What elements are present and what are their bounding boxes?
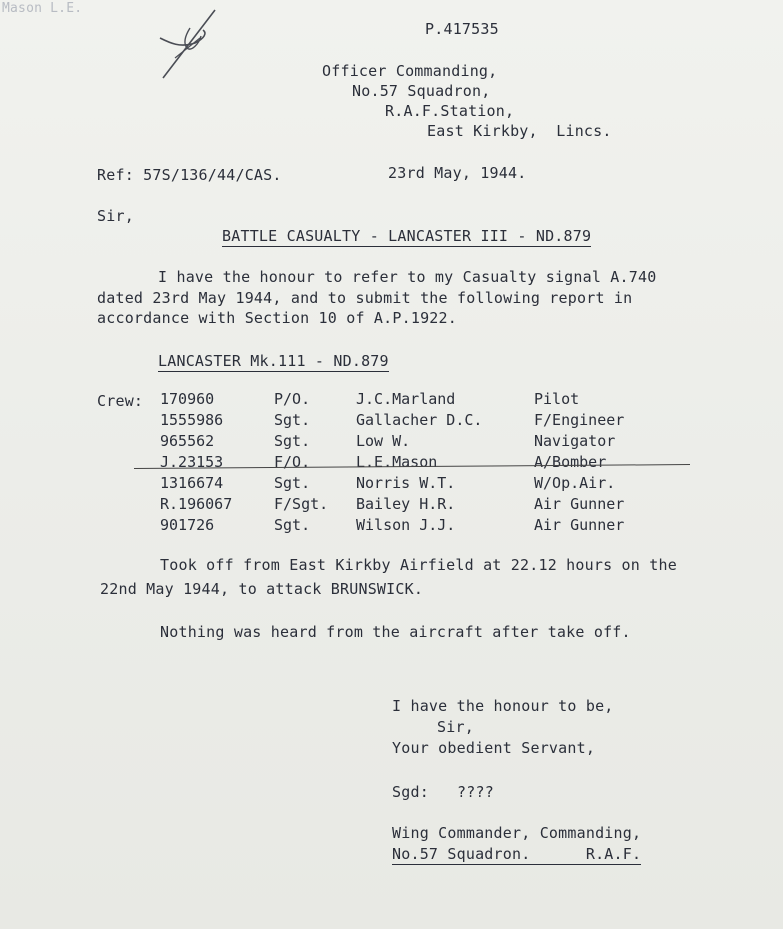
crew-role: Navigator xyxy=(534,432,616,450)
table-row xyxy=(160,389,624,410)
address-line-4: East Kirkby, Lincs. xyxy=(427,122,612,140)
para1-line-2: dated 23rd May 1944, and to submit the following report in xyxy=(97,289,633,307)
crew-name: Norris W.T. xyxy=(356,474,456,492)
crew-role: A/Bomber xyxy=(534,453,607,471)
crew-rank: F/O. xyxy=(274,453,311,471)
crew-number: 965562 xyxy=(160,432,215,450)
closing-line-3: Your obedient Servant, xyxy=(392,739,596,757)
crew-role: Air Gunner xyxy=(534,495,625,513)
crew-table xyxy=(160,389,624,536)
signatory-title-2: No.57 Squadron. R.A.F. xyxy=(392,845,642,863)
table-row xyxy=(160,452,624,473)
signed-label: Sgd: xyxy=(392,783,429,801)
para3: Nothing was heard from the aircraft after take off. xyxy=(160,623,631,641)
crew-number: 170960 xyxy=(160,390,215,408)
crew-number: 1555986 xyxy=(160,411,224,429)
crew-role: Air Gunner xyxy=(534,516,625,534)
crew-name: J.C.Marland xyxy=(356,390,456,408)
salutation: Sir, xyxy=(97,207,134,225)
table-row xyxy=(160,494,624,515)
para1-line-1: I have the honour to refer to my Casualty signal A.740 xyxy=(158,268,657,286)
aircraft-heading: LANCASTER Mk.111 - ND.879 xyxy=(158,352,389,370)
crew-name: L.E.Mason xyxy=(356,453,438,471)
table-row xyxy=(160,410,624,431)
crew-name: Wilson J.J. xyxy=(356,516,456,534)
crew-rank: Sgt. xyxy=(274,474,311,492)
crew-number: 1316674 xyxy=(160,474,224,492)
table-row xyxy=(160,431,624,452)
address-line-1: Officer Commanding, xyxy=(322,62,498,80)
faint-stamp-text: Mason L.E. xyxy=(2,1,83,16)
letter-date: 23rd May, 1944. xyxy=(388,164,527,182)
closing-line-1: I have the honour to be, xyxy=(392,697,614,715)
crew-role: F/Engineer xyxy=(534,411,625,429)
crew-number: R.196067 xyxy=(160,495,233,513)
crew-label: Crew: xyxy=(97,392,144,410)
para1-line-3: accordance with Section 10 of A.P.1922. xyxy=(97,309,457,327)
crew-rank: F/Sgt. xyxy=(274,495,329,513)
signatory-title-1: Wing Commander, Commanding, xyxy=(392,824,642,842)
crew-rank: Sgt. xyxy=(274,516,311,534)
table-row xyxy=(160,515,624,536)
document-reference-number: P.417535 xyxy=(425,20,499,38)
crew-rank: P/O. xyxy=(274,390,311,408)
crew-name: Gallacher D.C. xyxy=(356,411,483,429)
para2-line-1: Took off from East Kirkby Airfield at 22.12 hours on the xyxy=(160,556,677,574)
reference-code: Ref: 57S/136/44/CAS. xyxy=(97,166,282,184)
crew-rank: Sgt. xyxy=(274,411,311,429)
closing-line-2: Sir, xyxy=(437,718,474,736)
crew-number: J.23153 xyxy=(160,453,224,471)
address-line-3: R.A.F.Station, xyxy=(385,102,515,120)
crew-name: Bailey H.R. xyxy=(356,495,456,513)
crew-role: Pilot xyxy=(534,390,580,408)
crew-number: 901726 xyxy=(160,516,215,534)
crew-role: W/Op.Air. xyxy=(534,474,616,492)
signed-value: ???? xyxy=(457,783,494,801)
crew-rank: Sgt. xyxy=(274,432,311,450)
table-row xyxy=(160,473,624,494)
address-line-2: No.57 Squadron, xyxy=(352,82,491,100)
handwritten-initial-mark xyxy=(155,8,225,80)
crew-name: Low W. xyxy=(356,432,411,450)
subject-heading: BATTLE CASUALTY - LANCASTER III - ND.879 xyxy=(222,227,592,245)
para2-line-2: 22nd May 1944, to attack BRUNSWICK. xyxy=(100,580,424,598)
